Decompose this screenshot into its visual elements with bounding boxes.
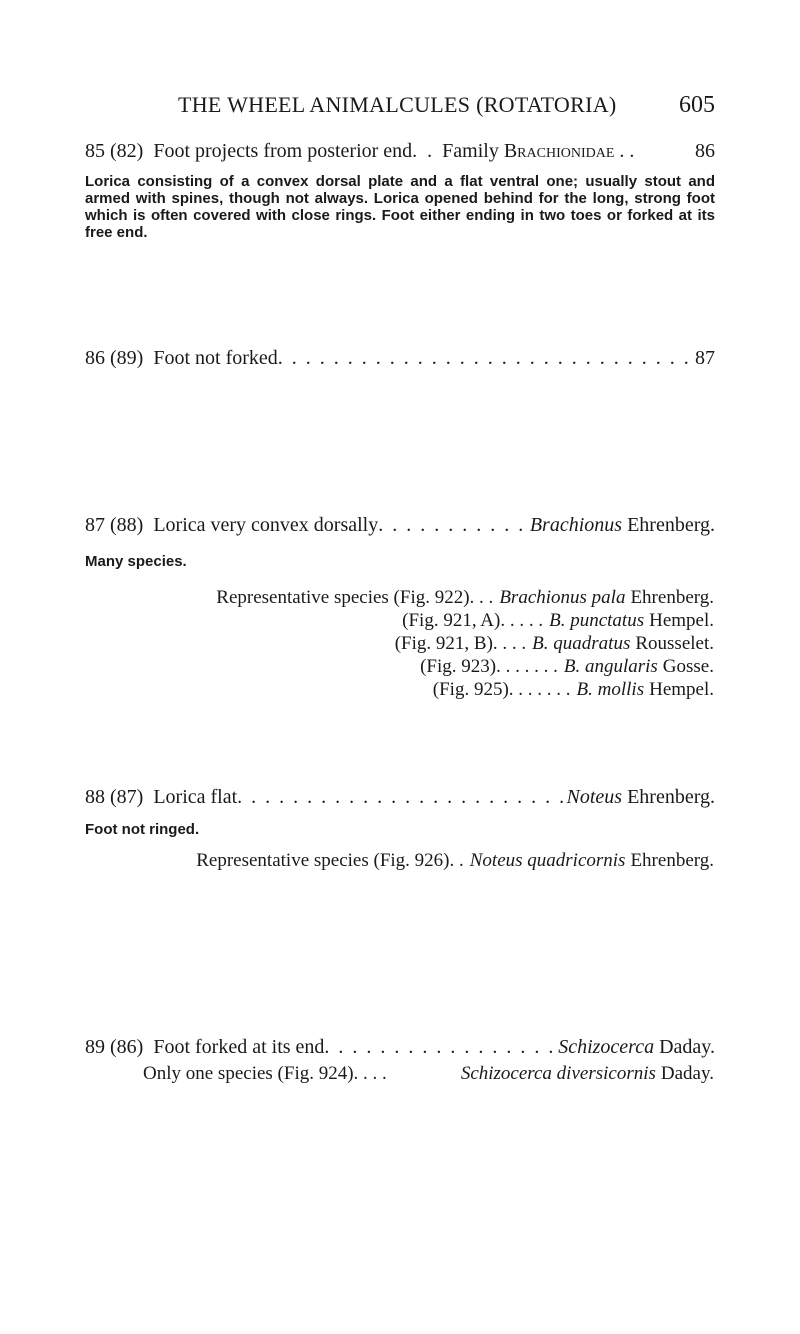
species-name: Brachionus pala [499,587,626,608]
entry-number: 88 (87) [85,786,144,808]
entry-number: 86 (89) [85,347,144,369]
figure-reference: (Fig. 921, B). . . . [394,633,527,654]
species-author: Ehrenberg. [630,587,714,608]
species-author: Hempel. [649,610,714,631]
species-author: Ehrenberg. [630,850,714,871]
figure-reference: Only one species (Fig. 924). . . . [143,1063,387,1084]
entry-text: Lorica very convex dorsally [153,514,379,536]
representative-species-row [395,633,714,655]
key-entry-86 [85,347,715,370]
figure-reference: (Fig. 921, A). . . . . [402,610,544,631]
figure-reference: Representative species (Fig. 926). . [196,850,464,871]
entry-number: 87 (88) [85,514,144,536]
figure-reference: (Fig. 923). . . . . . . [420,656,558,677]
key-entry-87 [85,514,715,537]
entry-text: Foot projects from posterior end. [153,140,418,162]
genus-author: Daday. [659,1036,715,1058]
species-author: Rousselet. [635,633,714,654]
species-name: Schizocerca diversicornis [460,1063,656,1084]
genus-author: Ehrenberg. [627,786,715,808]
species-name: B. punctatus [549,610,645,631]
representative-species-row [143,1063,714,1085]
species-name: B. quadratus [532,633,631,654]
species-author: Hempel. [649,679,714,700]
entry-note: Foot not ringed. [85,821,200,838]
species-name: B. mollis [576,679,645,700]
species-author: Gosse. [662,656,714,677]
figure-reference: (Fig. 925). . . . . . . [432,679,571,700]
dot-leader [237,786,562,809]
entry-number: 89 (86) [85,1036,144,1058]
entry-text: Foot forked at its end [153,1036,325,1058]
species-name: Noteus quadricornis [469,850,626,871]
key-entry-88 [85,786,715,809]
representative-species-row [216,587,714,609]
figure-reference: Representative species (Fig. 922). . . [216,587,494,608]
representative-species-row [196,850,714,872]
target-entry: 87 [695,347,715,369]
dot-leader [378,514,526,537]
entry-note: Many species. [85,553,187,570]
dot-leader-tail: . . [614,140,635,162]
dot-leader [278,347,691,370]
representative-species-row [433,679,714,701]
entry-number: 85 (82) [85,140,144,162]
genus-name: Brachionus [529,514,623,536]
representative-species-row [402,610,714,632]
genus-name: Noteus [566,786,623,808]
entry-text: Foot not forked [153,347,278,369]
entry-description: Lorica consisting of a convex dorsal plate and a flat ventral one; usually stout and armed with spines, though not always. Lorica opened behind for the long, strong foot which is often covered with close rings. Foot either ending in two toes or forked at its free end. [85,173,715,241]
key-entry-89 [85,1036,715,1059]
representative-species-row [420,656,714,678]
page-number: 605 [679,92,715,118]
species-name: B. angularis [563,656,658,677]
dot-leader: . [427,140,443,162]
genus-name: Schizocerca [558,1036,655,1058]
family-name: Brachionidae [503,140,615,162]
dot-leader [324,1036,554,1059]
family-prefix: Family [442,140,504,162]
species-author: Daday. [660,1063,714,1084]
key-entry-85 [85,140,715,163]
target-entry: 86 [695,140,715,162]
entry-text: Lorica flat [153,786,238,808]
running-title: THE WHEEL ANIMALCULES (ROTATORIA) [178,92,617,117]
genus-author: Ehrenberg. [627,514,715,536]
